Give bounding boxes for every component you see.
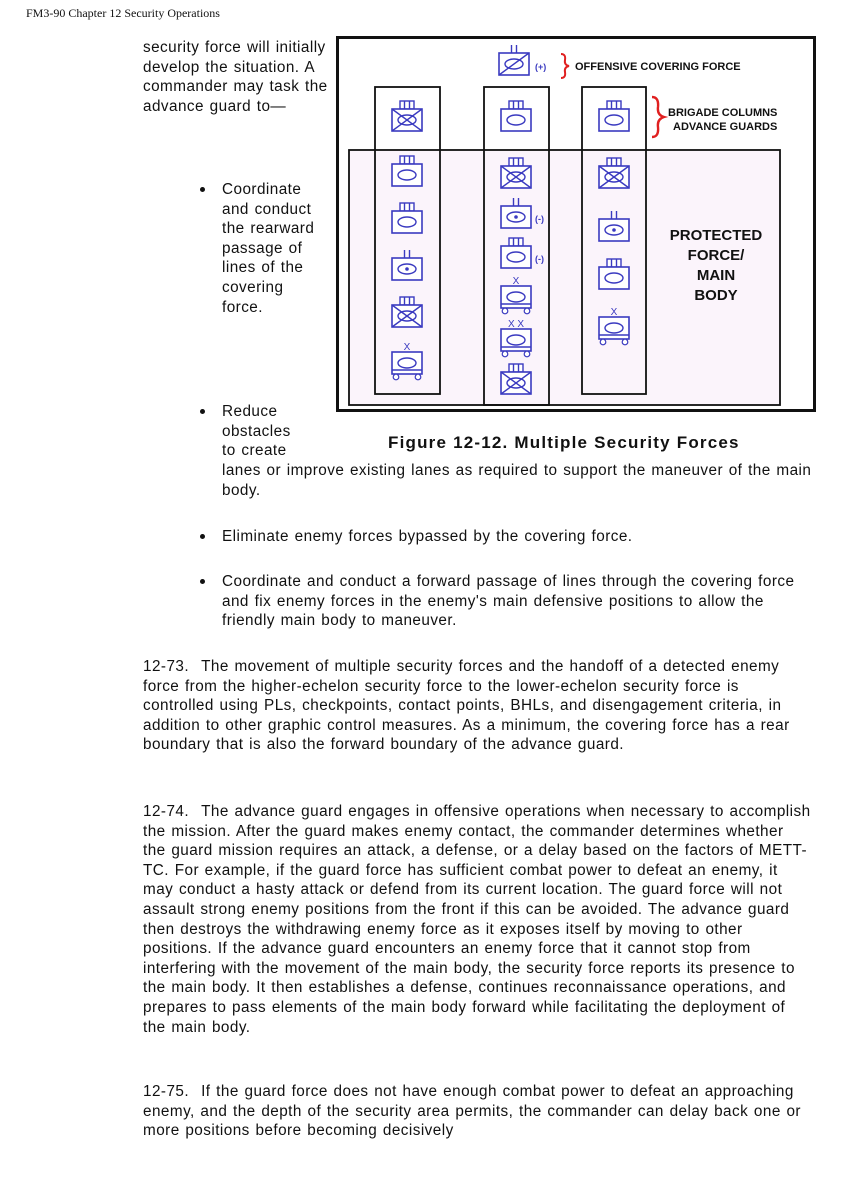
bullet-text: Eliminate enemy forces bypassed by the covering force. <box>222 528 633 545</box>
covering-force-symbol <box>499 45 529 75</box>
bullet-text-continuation: lanes or improve existing lanes as required to support the maneuver of the main body. <box>222 462 812 499</box>
column-2-symbols <box>501 101 531 394</box>
bullet-item <box>222 180 327 317</box>
brace-icon <box>652 97 664 137</box>
paragraph-text: The movement of multiple security forces and the handoff of a detected enemy force from the higher-echelon security force to the lower-echelon security force is controlled using PLs, checkpoints, contact points, BHLs, and disengagement criteria, in addition to other graphic control measures. As a minimum, the covering force has a rear boundary that is also the forward boundary of the advance guard. <box>143 658 790 754</box>
protected-label-4: BODY <box>694 287 738 304</box>
figure-caption: Figure 12-12. Multiple Security Forces <box>388 433 740 452</box>
brace-icon <box>561 54 569 78</box>
protected-label-3: MAIN <box>696 267 736 284</box>
paragraph-text: If the guard force does not have enough combat power to defeat an approaching enemy, and the depth of the security area permits, the commander can delay back one or more positions before becoming decisively <box>143 1083 801 1140</box>
paragraph-12-74 <box>143 802 811 1037</box>
figure-diagram <box>339 39 813 409</box>
covering-force-label: OFFENSIVE COVERING FORCE <box>575 61 741 73</box>
bullet-item <box>222 402 302 461</box>
paragraph-text: The advance guard engages in offensive operations when necessary to accomplish the mission. After the guard makes enemy contact, the commander determines whether the guard mission requires an attack, a defense, or a delay based on the factors of METT-TC. For example, if the guard force has sufficient combat power to defeat an enemy, it may conduct a hasty attack or defend from its current location. The guard force will not assault strong enemy positions from the front if this can be avoided. The advance guard then destroys the withdrawing enemy force as it exposes itself by moving to other positions. If the advance guard encounters an enemy force that it cannot stop from interfering with the movement of the main body, the security force reports its presence to the main body. It then establishes a defense, continues reconnaissance operations, and prepares to pass elements of the main body forward while facilitating the deployment of the main body. <box>143 803 811 1036</box>
bullet-item <box>222 527 812 547</box>
paragraph-number: 12-73. <box>143 658 190 675</box>
brigade-label-2: ADVANCE GUARDS <box>673 121 778 133</box>
covering-modifier: (+) <box>535 62 547 72</box>
protected-label-1: PROTECTED <box>669 227 763 244</box>
paragraph-12-73 <box>143 657 811 755</box>
bullet-icon <box>200 579 205 584</box>
brigade-label-1: BRIGADE COLUMNS <box>668 107 778 119</box>
running-header: FM3-90 Chapter 12 Security Operations <box>26 6 220 20</box>
paragraph-12-75 <box>143 1082 811 1141</box>
reduced-modifier: (-) <box>535 214 544 224</box>
bullet-icon <box>200 409 205 414</box>
intro-text: security force will initially develop the situation. A commander may task the advance guard to— <box>143 39 328 115</box>
figure-multiple-security-forces <box>336 36 816 412</box>
protected-label-2: FORCE/ <box>687 247 745 264</box>
bullet-text: Coordinate and conduct the rearward passage of lines of the covering force. <box>222 181 315 316</box>
bullet-icon <box>200 187 205 192</box>
bullet-icon <box>200 534 205 539</box>
bullet-text-part1: Reduce obstacles to create <box>222 403 291 460</box>
bullet-item <box>222 572 812 631</box>
paragraph-number: 12-74. <box>143 803 190 820</box>
reduced-modifier: (-) <box>535 254 544 264</box>
paragraph-number: 12-75. <box>143 1083 190 1100</box>
bullet-text: Coordinate and conduct a forward passage of lines through the covering force and fix enemy forces in the enemy's main defensive positions to allow the friendly main body to maneuver. <box>222 573 795 630</box>
